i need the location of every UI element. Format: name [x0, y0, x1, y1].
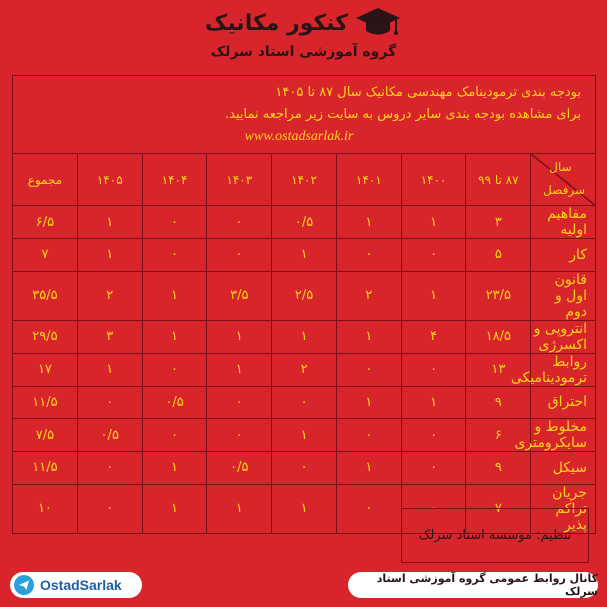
value-cell: ۲	[272, 353, 337, 386]
value-cell: ۰	[401, 484, 466, 533]
total-cell: ۶/۵	[13, 206, 78, 239]
channel-text: کانال روابط عمومی گروه آموزشی استاد سرلک	[376, 572, 598, 598]
intro-line-note: برای مشاهده بودجه بندی سایر دروس به سایت زیر مراجعه نمایید.	[225, 106, 581, 122]
total-cell: ۱۱/۵	[13, 386, 78, 419]
table-row	[13, 353, 596, 386]
value-cell: ۰	[336, 419, 401, 452]
intro-cell	[13, 76, 596, 154]
table-row	[13, 271, 596, 320]
telegram-badge[interactable]	[10, 572, 142, 598]
value-cell: ۳	[466, 206, 531, 239]
column-header: مجموع	[13, 154, 78, 206]
table-row	[13, 419, 596, 452]
telegram-icon	[14, 575, 34, 595]
corner-topic-label: سرفصل	[543, 183, 585, 197]
value-cell: ۰/۵	[77, 419, 142, 452]
table-row	[13, 386, 596, 419]
column-header: ۱۴۰۲	[272, 154, 337, 206]
value-cell: ۹	[466, 386, 531, 419]
telegram-label: OstadSarlak	[40, 577, 122, 593]
value-cell: ۱	[272, 239, 337, 272]
brand-row	[0, 6, 607, 40]
value-cell: ۱	[207, 320, 272, 353]
value-cell: ۱	[142, 271, 207, 320]
column-header: ۱۴۰۱	[336, 154, 401, 206]
value-cell: ۰	[77, 452, 142, 485]
table-row	[13, 320, 596, 353]
topic-cell: مخلوط و سایکرومتری	[531, 419, 596, 452]
value-cell: ۹	[466, 452, 531, 485]
column-header: ۱۴۰۴	[142, 154, 207, 206]
value-cell: ۰	[401, 239, 466, 272]
value-cell: ۰	[401, 419, 466, 452]
table-row	[13, 239, 596, 272]
value-cell: ۰	[272, 386, 337, 419]
column-header: ۱۴۰۳	[207, 154, 272, 206]
website-link[interactable]: www.ostadsarlak.ir	[244, 128, 354, 144]
value-cell: ۰	[401, 353, 466, 386]
credit-box	[401, 508, 589, 563]
value-cell: ۱	[336, 206, 401, 239]
total-cell: ۱۷	[13, 353, 78, 386]
value-cell: ۱	[401, 386, 466, 419]
corner-cell	[531, 154, 596, 206]
value-cell: ۵	[466, 239, 531, 272]
total-cell: ۱۰	[13, 484, 78, 533]
value-cell: ۱	[142, 484, 207, 533]
value-cell: ۲	[77, 271, 142, 320]
value-cell: ۰	[142, 419, 207, 452]
topic-cell: قانون اول و دوم	[531, 271, 596, 320]
value-cell: ۱	[401, 206, 466, 239]
column-header: ۱۴۰۰	[401, 154, 466, 206]
value-cell: ۱	[336, 320, 401, 353]
value-cell: ۰/۵	[207, 452, 272, 485]
value-cell: ۶	[466, 419, 531, 452]
value-cell: ۱	[272, 484, 337, 533]
value-cell: ۳/۵	[207, 271, 272, 320]
value-cell: ۱	[272, 419, 337, 452]
value-cell: ۰	[77, 484, 142, 533]
total-cell: ۲۹/۵	[13, 320, 78, 353]
brand-header	[0, 0, 607, 72]
value-cell: ۰/۵	[272, 206, 337, 239]
column-header: ۱۴۰۵	[77, 154, 142, 206]
value-cell: ۰	[272, 452, 337, 485]
value-cell: ۰	[336, 239, 401, 272]
topic-cell: سیکل	[531, 452, 596, 485]
table-row	[13, 452, 596, 485]
value-cell: ۱	[77, 239, 142, 272]
credit-text: تنظیم: موسسه استاد سرلک	[418, 528, 572, 543]
value-cell: ۰/۵	[142, 386, 207, 419]
value-cell: ۱	[142, 320, 207, 353]
header-row	[13, 154, 596, 206]
value-cell: ۷	[466, 484, 531, 533]
value-cell: ۱	[207, 484, 272, 533]
value-cell: ۱	[272, 320, 337, 353]
value-cell: ۴	[401, 320, 466, 353]
value-cell: ۰	[336, 353, 401, 386]
value-cell: ۰	[207, 239, 272, 272]
total-cell: ۷/۵	[13, 419, 78, 452]
column-header: ۸۷ تا ۹۹	[466, 154, 531, 206]
topic-cell: کار	[531, 239, 596, 272]
value-cell: ۱	[77, 353, 142, 386]
topic-cell: انتروپی و اکسرژی	[531, 320, 596, 353]
brand-title: کنکور مکانیک	[204, 10, 349, 36]
value-cell: ۲۳/۵	[466, 271, 531, 320]
value-cell: ۰	[336, 484, 401, 533]
value-cell: ۱	[401, 271, 466, 320]
value-cell: ۱	[142, 452, 207, 485]
total-cell: ۷	[13, 239, 78, 272]
intro-line-title: بودجه بندی ترمودینامک مهندسی مکانیک سال ۸۷ تا ۱۴۰۵	[275, 84, 581, 100]
corner-year-label: سال	[549, 160, 572, 174]
value-cell: ۰	[401, 452, 466, 485]
channel-banner[interactable]	[348, 572, 598, 598]
value-cell: ۱	[336, 386, 401, 419]
total-cell: ۳۵/۵	[13, 271, 78, 320]
value-cell: ۱	[77, 206, 142, 239]
table-row	[13, 206, 596, 239]
value-cell: ۰	[142, 239, 207, 272]
value-cell: ۱۸/۵	[466, 320, 531, 353]
brand-subtitle: گروه آموزشی استاد سرلک	[210, 44, 397, 60]
budget-table	[12, 75, 596, 534]
total-cell: ۱۱/۵	[13, 452, 78, 485]
value-cell: ۱	[207, 353, 272, 386]
topic-cell: مفاهیم اولیه	[531, 206, 596, 239]
topic-cell: احتراق	[531, 386, 596, 419]
value-cell: ۰	[142, 353, 207, 386]
value-cell: ۲	[336, 271, 401, 320]
value-cell: ۱	[336, 452, 401, 485]
value-cell: ۰	[142, 206, 207, 239]
intro-row	[13, 76, 596, 154]
value-cell: ۲/۵	[272, 271, 337, 320]
value-cell: ۰	[207, 386, 272, 419]
topic-cell: جریان تراکم پذیر	[531, 484, 596, 533]
graduation-cap-icon	[354, 6, 402, 40]
value-cell: ۰	[207, 419, 272, 452]
table-body	[13, 206, 596, 534]
topic-cell: روابط ترمودینامیکی	[531, 353, 596, 386]
value-cell: ۱۳	[466, 353, 531, 386]
value-cell: ۰	[77, 386, 142, 419]
value-cell: ۳	[77, 320, 142, 353]
value-cell: ۰	[207, 206, 272, 239]
